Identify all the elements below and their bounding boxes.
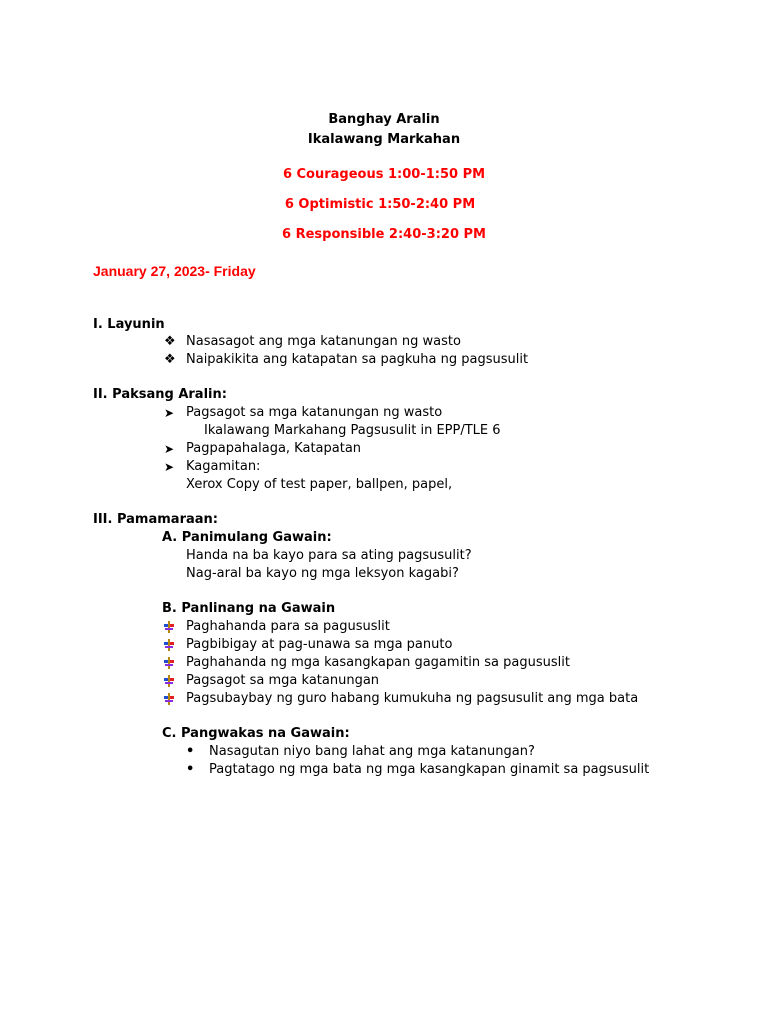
panlinang-item: Paghahanda ng mga kasangkapan gagamitin sa pagususlit	[186, 655, 570, 670]
panlinang-heading: B. Panlinang na Gawain	[162, 601, 336, 616]
panimula-heading: A. Panimulang Gawain:	[162, 530, 332, 545]
colorful-flag-bullet-icon	[164, 657, 174, 669]
panlinang-item: Pagsagot sa mga katanungan	[186, 673, 380, 688]
colorful-flag-bullet-icon	[164, 693, 174, 705]
schedule-responsible: 6 Responsible 2:40-3:20 PM	[282, 227, 486, 242]
panlinang-item: Pagbibigay at pag-unawa sa mga panuto	[186, 637, 453, 652]
round-dot-bullet-icon: •	[186, 744, 195, 759]
diamond-bullet-icon: ❖	[164, 334, 176, 349]
panimula-line: Nag-aral ba kayo ng mga leksyon kagabi?	[186, 566, 459, 581]
layunin-item: Nasasagot ang mga katanungan ng wasto	[186, 334, 461, 349]
pangwakas-item: Nasagutan niyo bang lahat ang mga katanungan?	[209, 744, 535, 759]
pangwakas-heading: C. Pangwakas na Gawain:	[162, 726, 350, 741]
arrowhead-bullet-icon: ➤	[164, 406, 175, 420]
paksa-subitem: Xerox Copy of test paper, ballpen, papel,	[186, 477, 453, 492]
document-title: Banghay Aralin	[328, 112, 440, 127]
document-subtitle: Ikalawang Markahan	[307, 132, 461, 147]
colorful-flag-bullet-icon	[164, 621, 174, 633]
arrowhead-bullet-icon: ➤	[164, 460, 175, 474]
section-paksa-heading: II. Paksang Aralin:	[93, 387, 227, 402]
panlinang-item: Paghahanda para sa pagususlit	[186, 619, 390, 634]
paksa-item: Pagpapahalaga, Katapatan	[186, 441, 362, 456]
round-dot-bullet-icon: •	[186, 762, 195, 777]
panimula-line: Handa na ba kayo para sa ating pagsusulit?	[186, 548, 472, 563]
lesson-date: January 27, 2023- Friday	[93, 263, 256, 279]
pangwakas-item: Pagtatago ng mga bata ng mga kasangkapan ginamit sa pagsusulit	[209, 762, 650, 777]
arrowhead-bullet-icon: ➤	[164, 442, 175, 456]
colorful-flag-bullet-icon	[164, 675, 174, 687]
section-layunin-heading: I. Layunin	[93, 317, 165, 332]
schedule-optimistic: 6 Optimistic 1:50-2:40 PM	[284, 197, 476, 212]
paksa-item: Kagamitan:	[186, 459, 261, 474]
layunin-item: Naipakikita ang katapatan sa pagkuha ng pagsusulit	[186, 352, 529, 367]
paksa-item: Pagsagot sa mga katanungan ng wasto	[186, 405, 443, 420]
section-pamamaraan-heading: III. Pamamaraan:	[93, 512, 218, 527]
diamond-bullet-icon: ❖	[164, 352, 176, 367]
panlinang-item: Pagsubaybay ng guro habang kumukuha ng pagsusulit ang mga bata	[186, 691, 639, 706]
paksa-subitem: Ikalawang Markahang Pagsusulit in EPP/TLE 6	[204, 423, 501, 438]
colorful-flag-bullet-icon	[164, 639, 174, 651]
schedule-courageous: 6 Courageous 1:00-1:50 PM	[282, 167, 486, 182]
